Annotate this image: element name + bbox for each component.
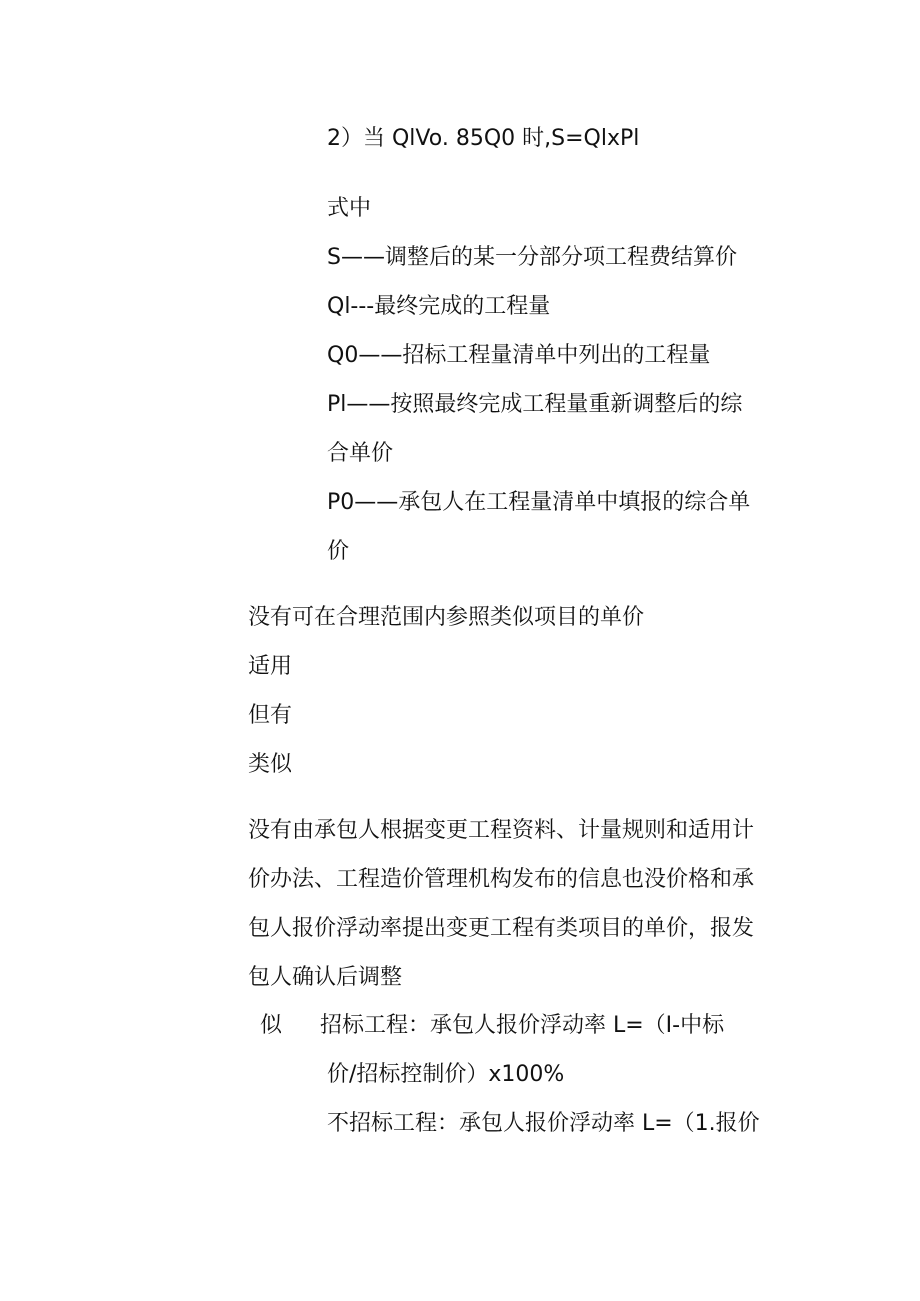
paragraph-line-3: 包人报价浮动率提出变更工程有类项目的单价，报发 (248, 916, 755, 941)
definition-q1: Ql---最终完成的工程量 (327, 294, 551, 319)
definition-s: S——调整后的某一分部分项工程费结算价 (327, 245, 737, 270)
definition-p0-cont: 价 (327, 539, 350, 564)
definition-q0: Q0——招标工程量清单中列出的工程量 (327, 343, 711, 368)
short-line-applicable: 适用 (248, 654, 293, 679)
short-line-but-has: 但有 (248, 703, 293, 728)
tender-line-2: 价/招标控制价）x100% (327, 1062, 565, 1087)
tender-line-1: 招标工程：承包人报价浮动率 L=（I-中标 (320, 1013, 725, 1038)
paragraph-line-1: 没有由承包人根据变更工程资料、计量规则和适用计 (248, 818, 755, 843)
definition-p0: P0——承包人在工程量清单中填报的综合单 (327, 490, 751, 515)
where-label: 式中 (327, 196, 372, 221)
tender-line-3: 不招标工程：承包人报价浮动率 L=（1.报价 (327, 1111, 760, 1136)
side-char: 似 (260, 1013, 283, 1038)
short-line-similar: 类似 (248, 752, 293, 777)
formula-case-2: 2）当 QlVo. 85Q0 时,S=QlxPl (327, 126, 640, 151)
paragraph-similar-items: 没有可在合理范围内参照类似项目的单价 (248, 605, 645, 630)
paragraph-line-2: 价办法、工程造价管理机构发布的信息也没价格和承 (248, 867, 755, 892)
paragraph-line-4: 包人确认后调整 (248, 965, 403, 990)
definition-p1: Pl——按照最终完成工程量重新调整后的综 (327, 392, 743, 417)
definition-p1-cont: 合单价 (327, 441, 394, 466)
